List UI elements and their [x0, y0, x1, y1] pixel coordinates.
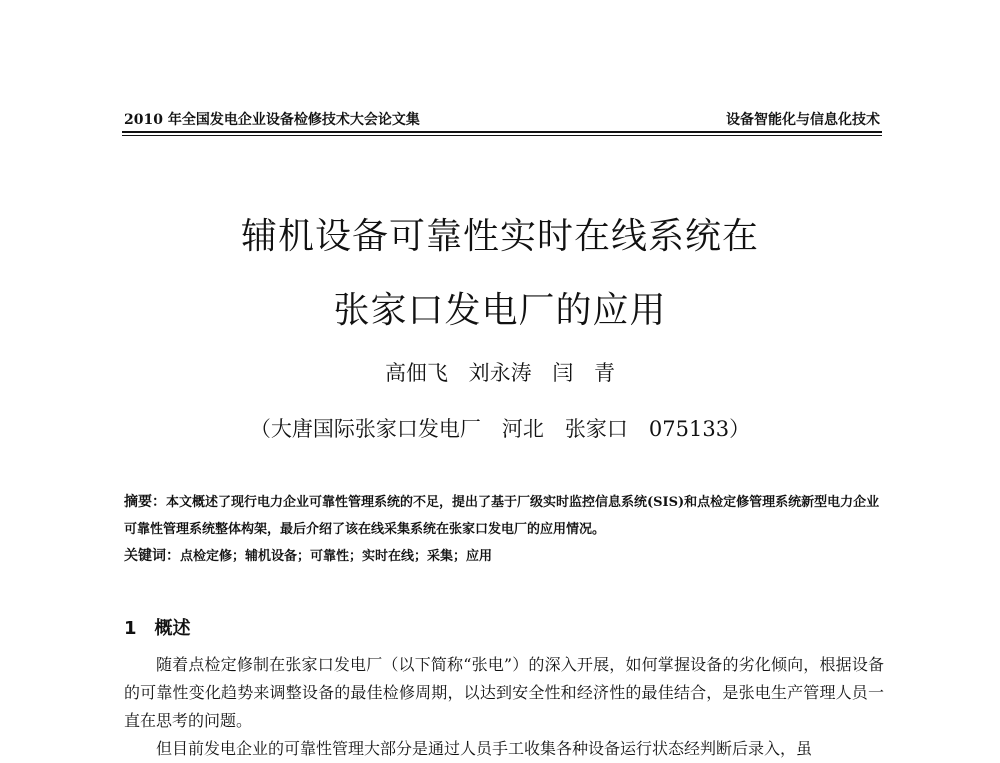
- paper-title-line-2: 张家口发电厂的应用: [333, 290, 667, 331]
- header-rule-thick: [122, 131, 882, 133]
- body-paragraph-1: 随着点检定修制在张家口发电厂（以下简称“张电”）的深入开展，如何掌握设备的劣化倾向，根据设备的可靠性变化趋势来调整设备的最佳检修周期，以达到安全性和经济性的最佳结合，是张电生产管理人员一直在思考的问题。: [124, 655, 884, 730]
- abstract: [124, 489, 884, 543]
- keywords-label: 关键词：: [124, 548, 180, 564]
- keywords-text: 点检定修；辅机设备；可靠性；实时在线；采集；应用: [180, 549, 493, 564]
- section-number: 1: [124, 618, 137, 639]
- authors: 高佃飞 刘永涛 闫 青: [384, 361, 616, 385]
- abstract-label: 摘要：: [124, 494, 166, 510]
- running-header-left: 2010 年全国发电企业设备检修技术大会论文集: [124, 112, 420, 128]
- running-header-right: 设备智能化与信息化技术: [726, 112, 880, 128]
- body-paragraph-2: 但目前发电企业的可靠性管理大部分是通过人员手工收集各种设备运行状态经判断后录入，虽: [156, 739, 813, 758]
- section-heading: [124, 614, 191, 640]
- section-title: 概述: [154, 618, 191, 639]
- header-rule-thin: [122, 135, 882, 136]
- affiliation: （大唐国际张家口发电厂 河北 张家口 075133）: [249, 417, 751, 441]
- paper-title-line-1: 辅机设备可靠性实时在线系统在: [240, 216, 759, 257]
- keywords: [124, 543, 884, 570]
- abstract-text: 本文概述了现行电力企业可靠性管理系统的不足，提出了基于厂级实时监控信息系统(SIS)和点检定修管理系统新型电力企业可靠性管理系统整体构架，最后介绍了该在线采集系统在张家口发电厂的应用情况。: [124, 495, 880, 537]
